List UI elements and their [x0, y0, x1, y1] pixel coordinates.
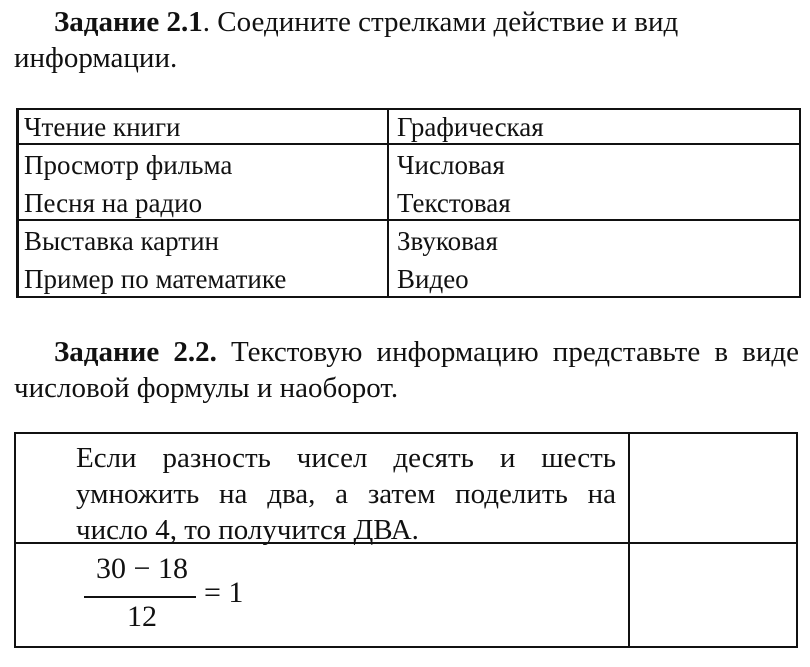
formula-numerator: 30 − 18	[96, 552, 188, 585]
info-type-cell: Числовая	[397, 150, 505, 180]
task-2-2-paragraph	[14, 334, 799, 406]
matching-table	[16, 108, 801, 298]
table-border-left	[16, 108, 19, 298]
table-divider	[387, 108, 389, 298]
table-border-left	[14, 432, 16, 648]
word-problem-text: Если разность чисел десять и шесть умножить на два, а затем поделить на число 4, то получится ДВА.	[76, 442, 616, 546]
fraction-bar	[84, 596, 196, 598]
task-2-2-text: Текстовую информацию представьте в виде числовой формулы и наоборот.	[14, 336, 799, 404]
action-cell: Просмотр фильма	[24, 150, 233, 180]
task-2-1-paragraph	[14, 4, 799, 76]
action-cell: Пример по математике	[24, 264, 287, 294]
action-cell: Песня на радио	[24, 188, 203, 218]
task-2-2-label: Задание 2.2.	[54, 336, 217, 368]
table-border-right	[799, 108, 801, 298]
info-type-cell: Графическая	[397, 112, 544, 142]
table-border-right	[796, 432, 798, 648]
info-type-cell: Текстовая	[397, 188, 511, 218]
table-divider	[628, 432, 630, 648]
conversion-table	[14, 432, 798, 648]
info-type-cell: Звуковая	[397, 226, 498, 256]
action-cell: Выставка картин	[24, 226, 219, 256]
table-border-top	[14, 432, 798, 434]
action-cell: Чтение книги	[24, 112, 181, 142]
formula-denominator: 12	[127, 600, 157, 633]
formula-result: = 1	[204, 576, 244, 609]
task-2-1-label: Задание 2.1	[54, 6, 203, 38]
table-border-bottom	[14, 646, 798, 648]
task-2-1-text: . Соедините стрелками действие и вид информации.	[14, 6, 679, 74]
info-type-cell: Видео	[397, 264, 469, 294]
